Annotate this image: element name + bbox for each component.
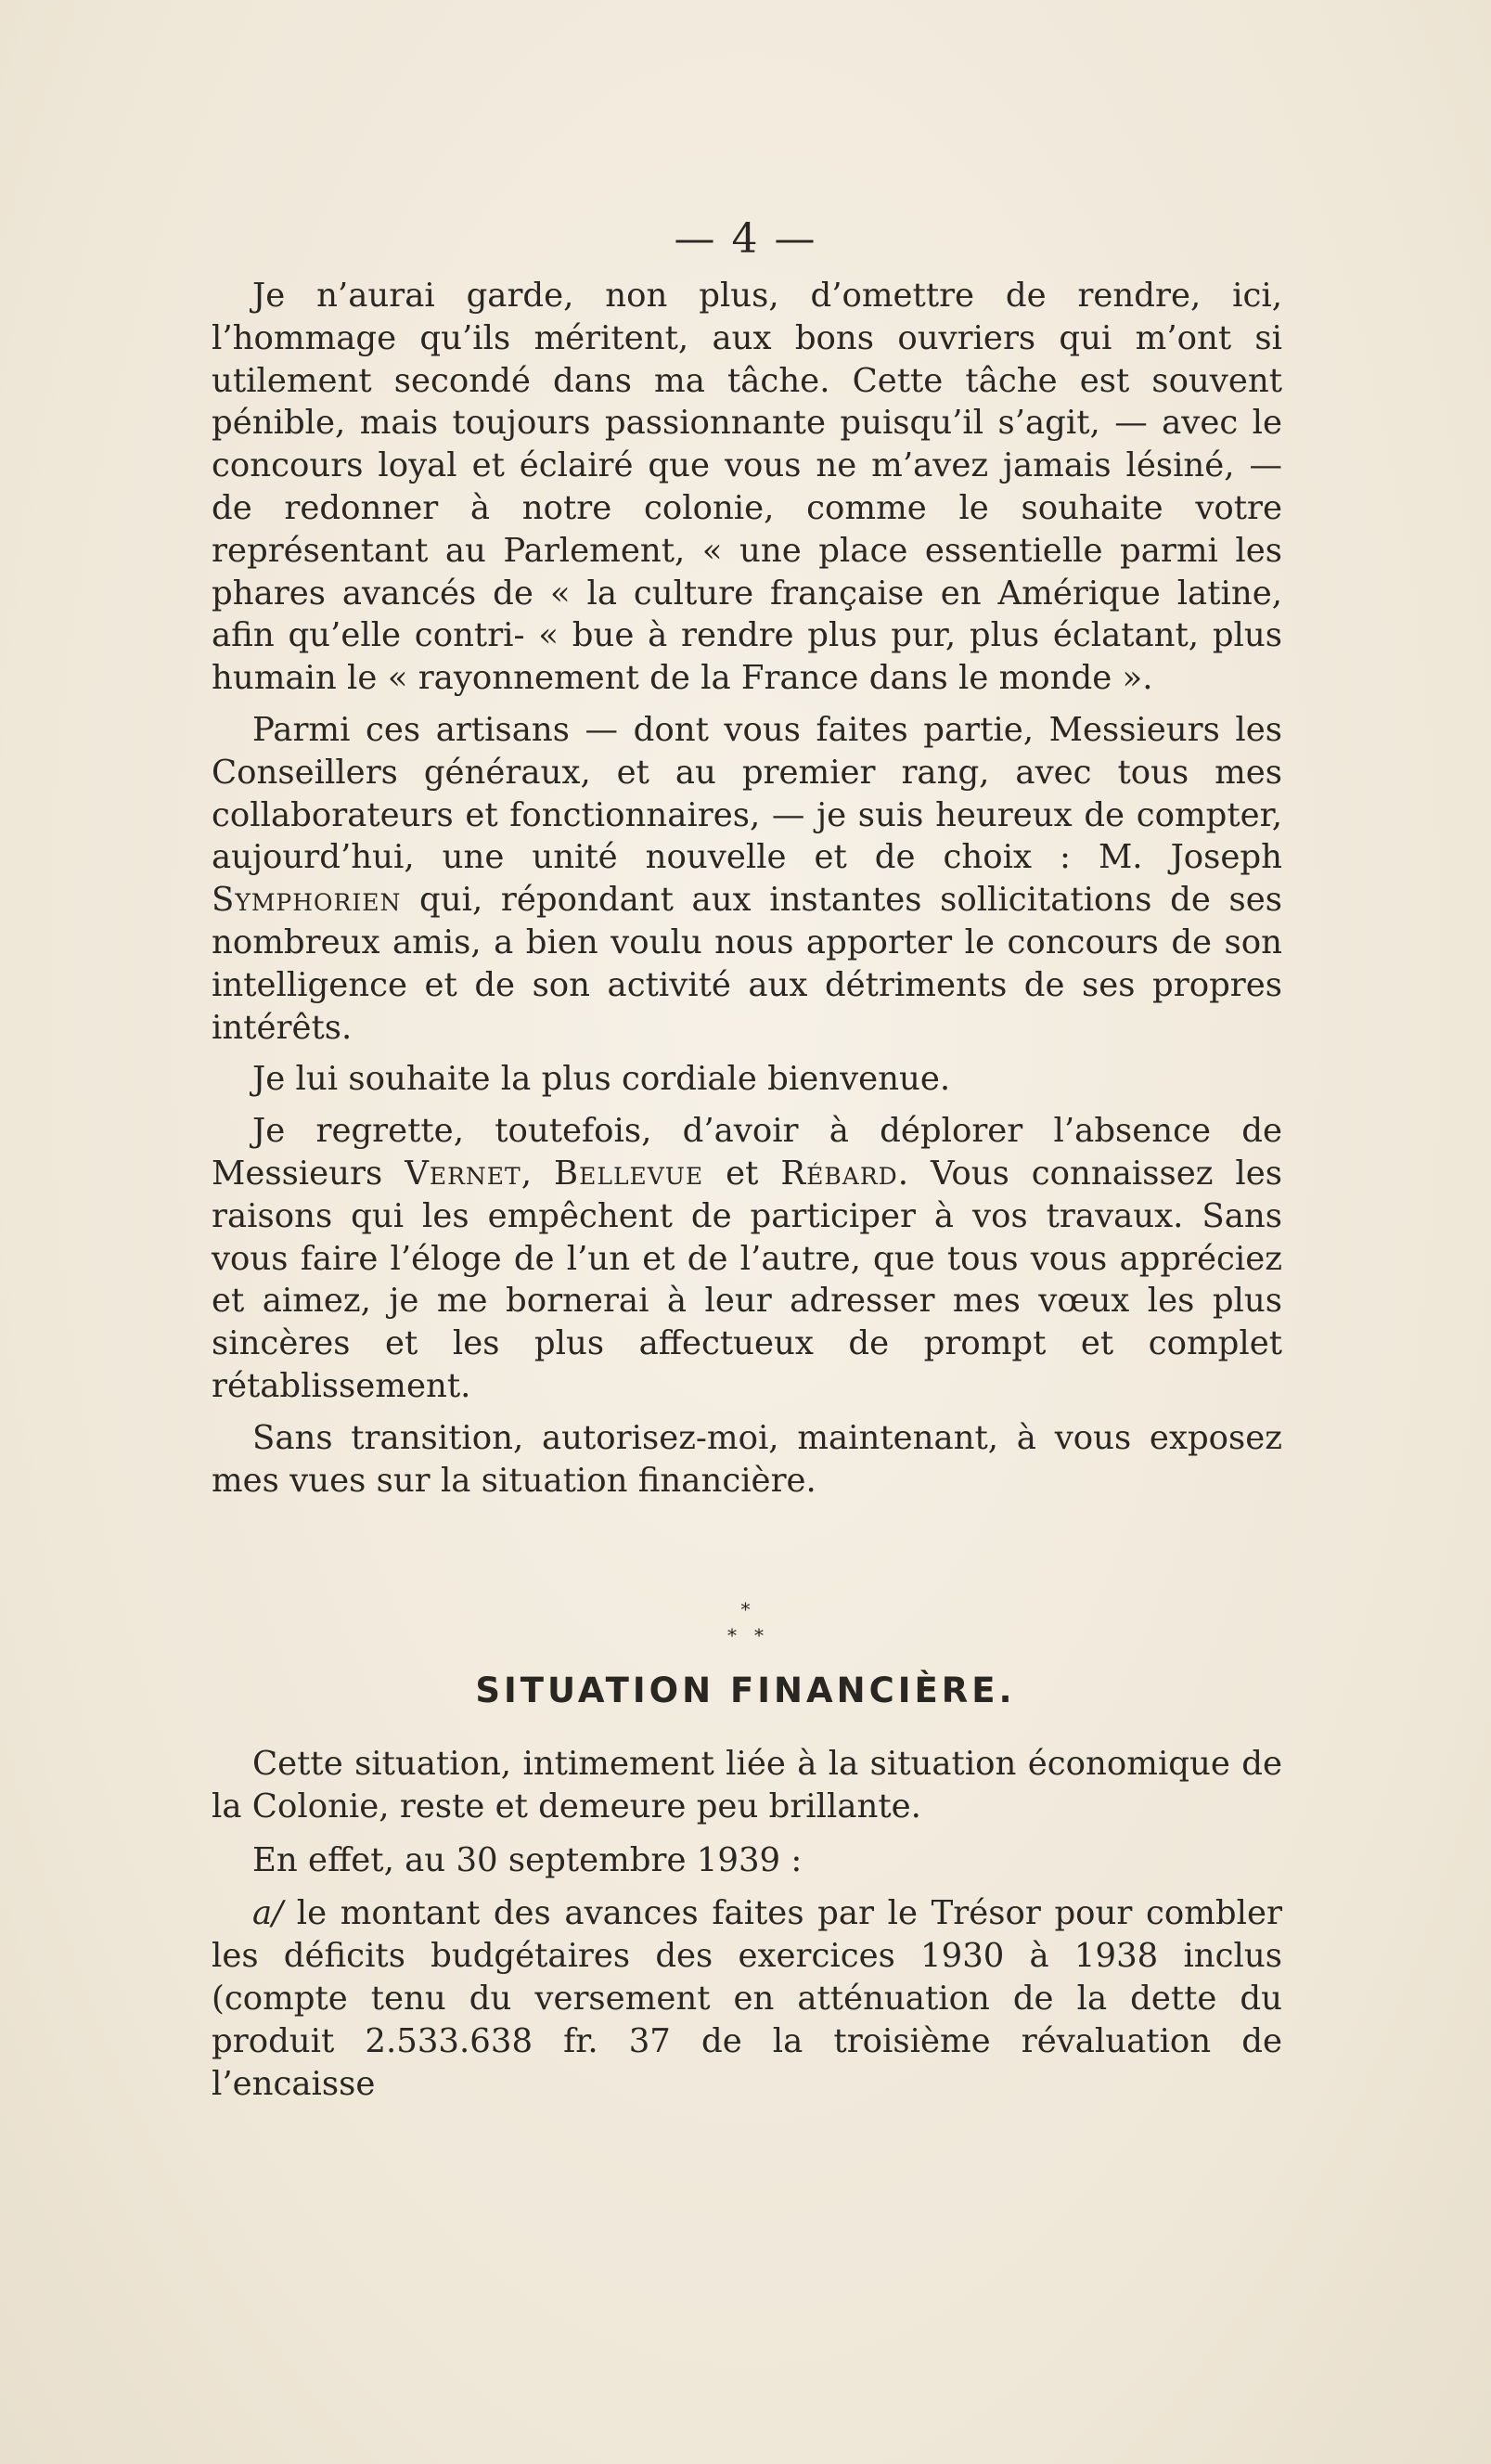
- paragraph-welcome: Je lui souhaite la plus cordiale bienvenue.: [252, 1060, 951, 1099]
- paragraph-absence: [212, 1110, 1282, 1408]
- section-text: [212, 1743, 1282, 2105]
- paragraph-situation: Cette situation, intimement liée à la situation économique de la Colonie, reste et demeure peu brillante.: [212, 1745, 1282, 1825]
- name-vernet: Vernet: [405, 1154, 521, 1193]
- name-symphorien: Symphorien: [212, 881, 402, 920]
- paragraph-absence-text-1: Je regrette, toutefois, d’avoir à déplorer l’absence de Messieurs: [212, 1112, 1282, 1193]
- paragraph-date: En effet, au 30 septembre 1939 :: [252, 1840, 803, 1879]
- paragraph-artisans-text-1: Parmi ces artisans — dont vous faites partie, Messieurs les Conseillers généraux, et au premier rang, avec tous mes collaborateurs et fonctionnaires, — je suis heureux de compter, aujourd’hui, une unité nouvelle et de choix : M. Joseph: [212, 710, 1282, 877]
- item-label: a/: [252, 1894, 284, 1933]
- paragraph-advances: [212, 1892, 1282, 2105]
- paragraph-homage: Je n’aurai garde, non plus, d’omettre de rendre, ici, l’hommage qu’ils méritent, aux bons ouvriers qui m’ont si utilement secondé dans ma tâche. Cette tâche est souvent pénible, mais toujours passionnante puisqu’il s’agit, — avec le concours loyal et éclairé que vous ne m’avez jamais lésiné, — de redonner à notre colonie, comme le souhaite votre représentant au Parlement, « une place essentielle parmi les phares avancés de « la culture française en Amérique latine, afin qu’elle contri- « bue à rendre plus pur, plus éclatant, plus humain le « rayonnement de la France dans le monde ».: [212, 277, 1282, 698]
- name-bellevue: Bellevue: [554, 1154, 704, 1193]
- asterism-bottom: * *: [726, 1624, 765, 1646]
- paragraph-advances-text: le montant des avances faites par le Trésor pour combler les déficits budgétaires des exercices 1930 à 1938 inclus (compte tenu du versement en atténuation de la dette du produit 2.533.638 fr. 37 de la troisième révaluation de l’encaisse: [212, 1894, 1282, 2103]
- paragraph-artisans: [212, 709, 1282, 1049]
- name-rebard: Rébard: [780, 1154, 898, 1193]
- name-separator-1: ,: [521, 1154, 554, 1193]
- paragraph-absence-text-2: . Vous connaissez les raisons qui les empêchent de participer à vos travaux. Sans vous faire l’éloge de l’un et de l’autre, que tous vous appréciez et aimez, je me bornerai à leur adresser mes vœux les plus sincères et les plus affectueux de prompt et complet rétablissement.: [212, 1154, 1283, 1405]
- paragraph-artisans-text-2: qui, répondant aux instantes sollicitations de ses nombreux amis, a bien voulu nous apporter le concours de son intelligence et de son activité aux détriments de ses propres intérêts.: [212, 881, 1282, 1047]
- asterism-top: *: [740, 1598, 751, 1620]
- intro-text: [212, 275, 1282, 1502]
- name-separator-2: et: [703, 1154, 781, 1193]
- section-heading: SITUATION FINANCIÈRE.: [475, 1671, 1016, 1710]
- paragraph-transition: Sans transition, autorisez-moi, maintenant, à vous exposez mes vues sur la situation financière.: [212, 1418, 1282, 1500]
- page-number: — 4 —: [674, 215, 817, 263]
